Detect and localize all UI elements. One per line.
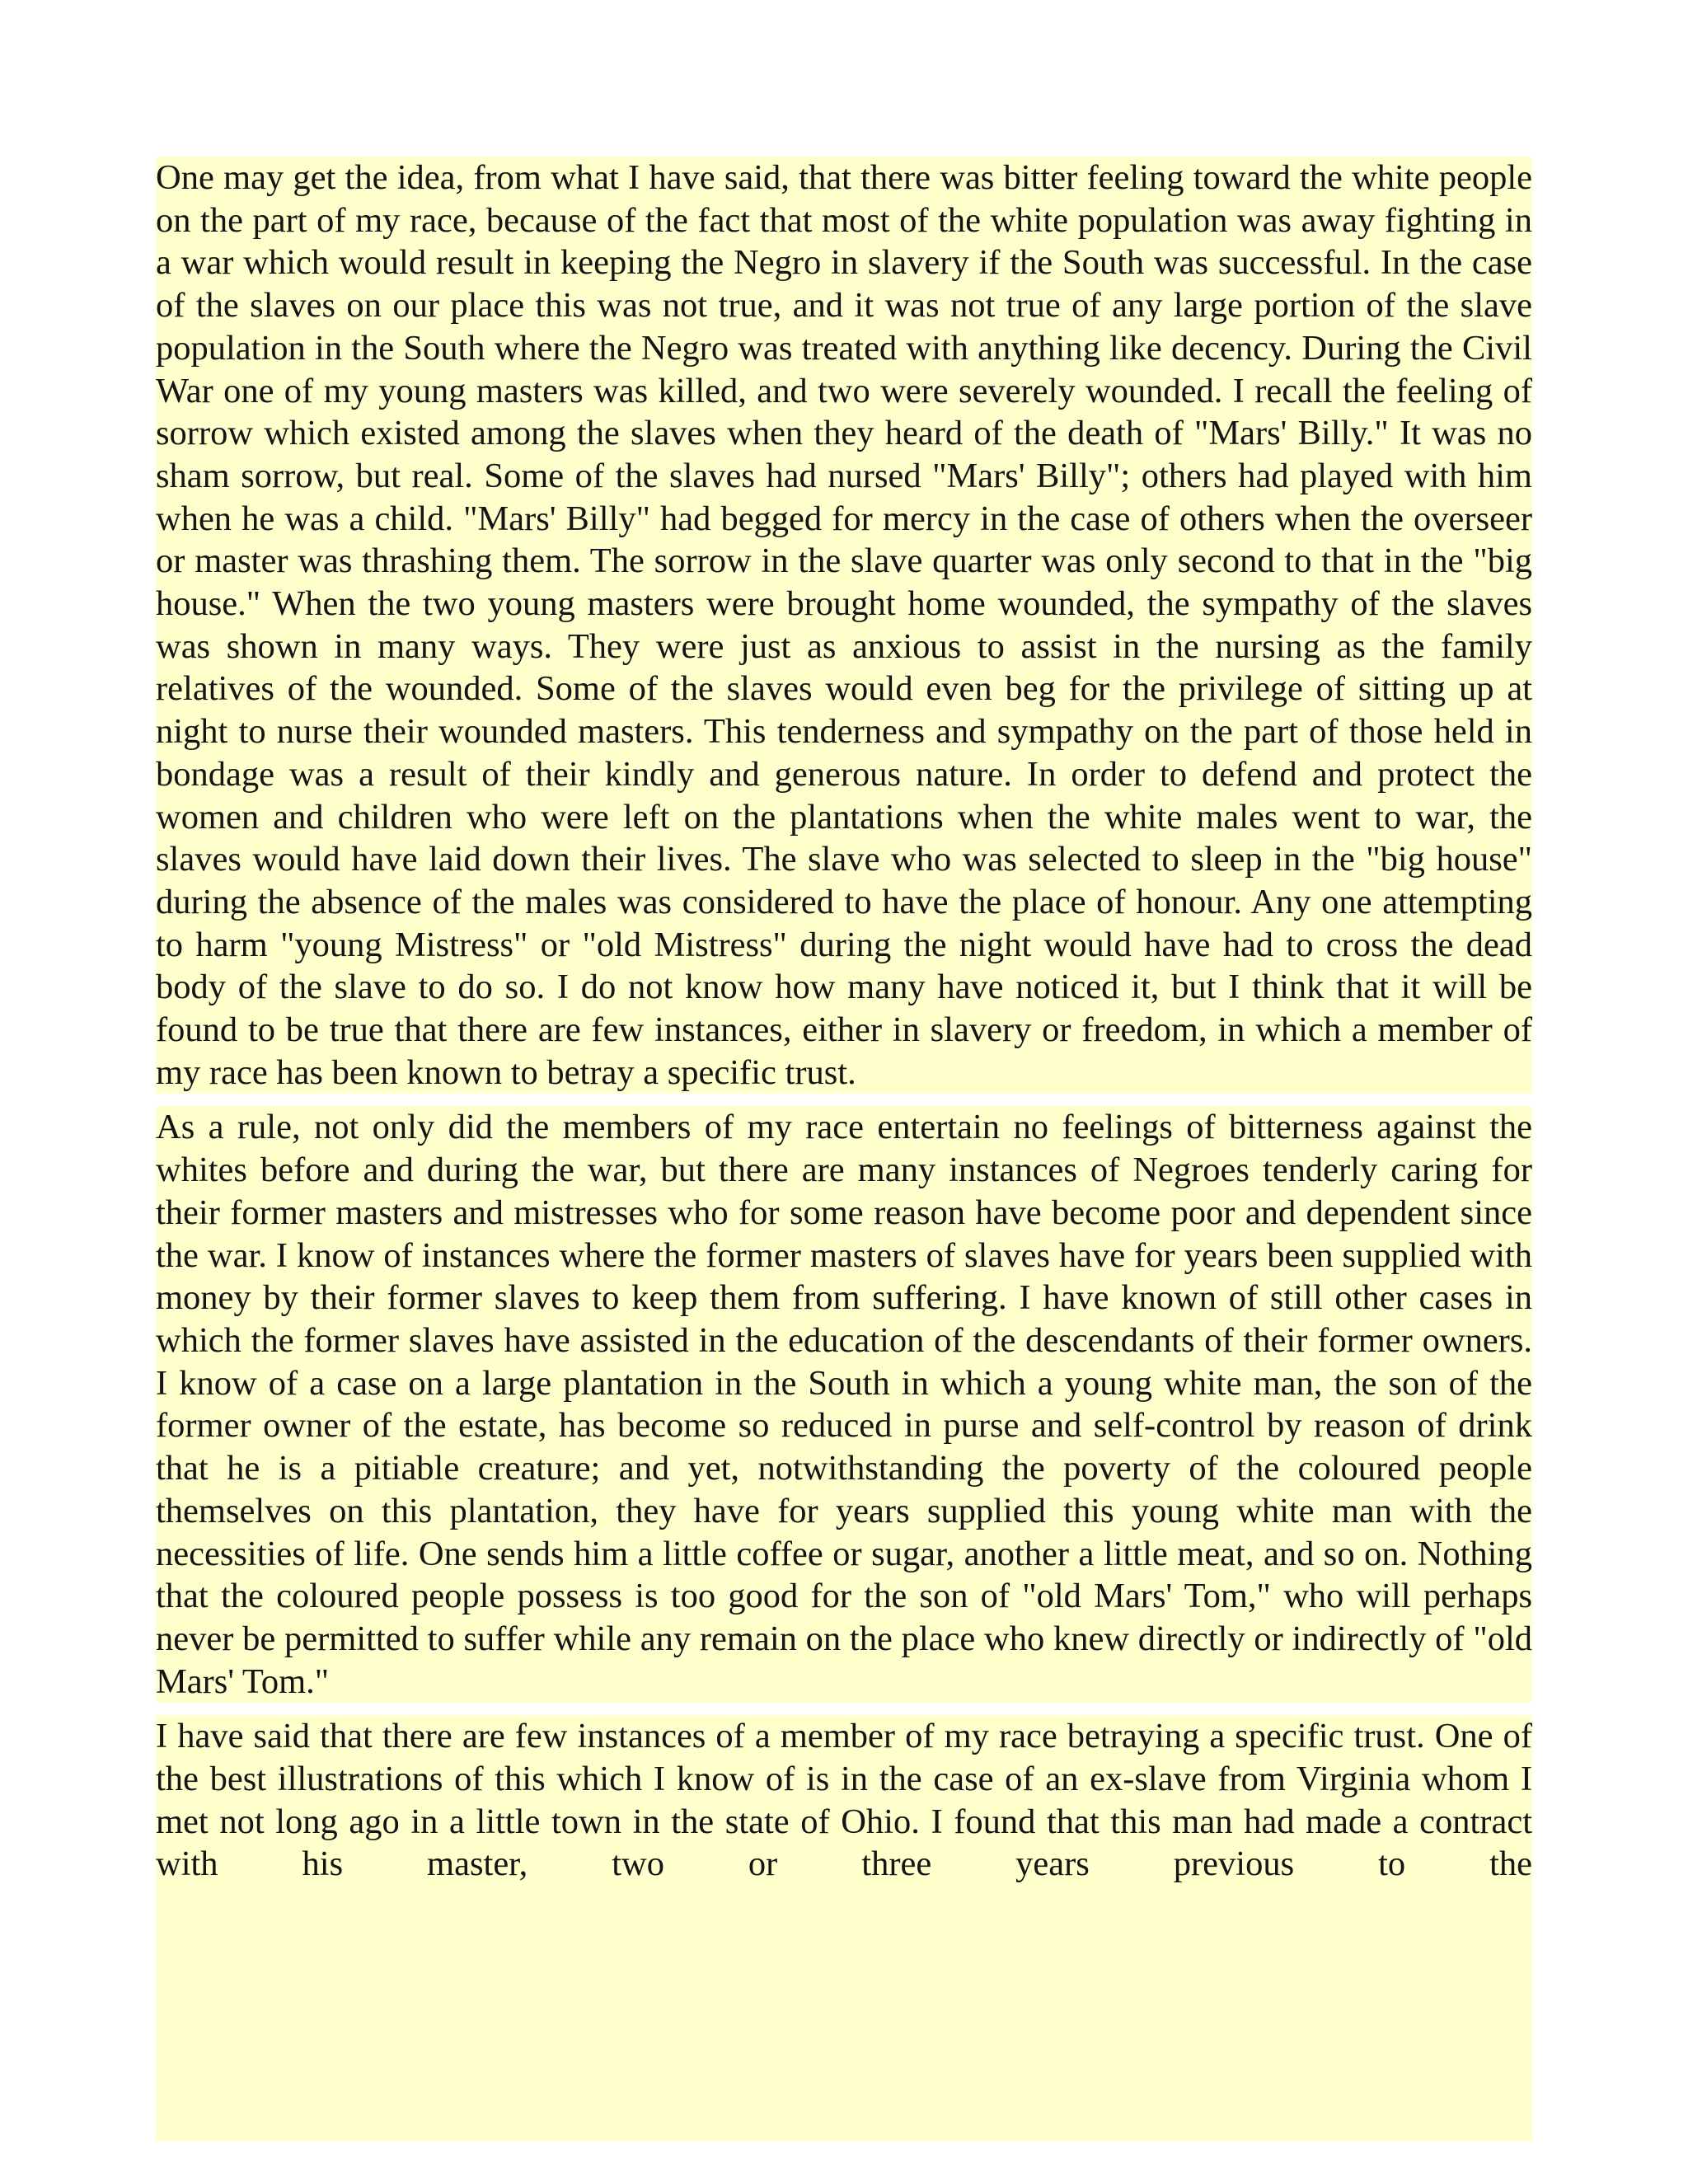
- paragraph-2: As a rule, not only did the members of my race entertain no feelings of bitterness against the whites before and during the war, but there are many instances of Negroes tenderly caring for their former masters and mistresses who for some reason have become poor and dependent since the war. I know of instances where the former masters of slaves have for years been supplied with money by their former slaves to keep them from suffering. I have known of still other cases in which the former slaves have assisted in the education of the descendants of their former owners. I know of a case on a large plantation in the South in which a young white man, the son of the former owner of the estate, has become so reduced in purse and self-control by reason of drink that he is a pitiable creature; and yet, notwithstanding the poverty of the coloured people themselves on this plantation, they have for years supplied this young white man with the necessities of life. One sends him a little coffee or sugar, another a little meat, and so on. Nothing that the coloured people possess is too good for the son of "old Mars' Tom," who will perhaps never be permitted to suffer while any remain on the place who knew directly or indirectly of "old Mars' Tom.": [156, 1106, 1532, 1703]
- paragraph-1: One may get the idea, from what I have said, that there was bitter feeling toward the white people on the part of my race, because of the fact that most of the white population was away fighting in a war which would result in keeping the Negro in slavery if the South was successful. In the case of the slaves on our place this was not true, and it was not true of any large portion of the slave population in the South where the Negro was treated with anything like decency. During the Civil War one of my young masters was killed, and two were severely wounded. I recall the feeling of sorrow which existed among the slaves when they heard of the death of "Mars' Billy." It was no sham sorrow, but real. Some of the slaves had nursed "Mars' Billy"; others had played with him when he was a child. "Mars' Billy" had begged for mercy in the case of others when the overseer or master was thrashing them. The sorrow in the slave quarter was only second to that in the "big house." When the two young masters were brought home wounded, the sympathy of the slaves was shown in many ways. They were just as anxious to assist in the nursing as the family relatives of the wounded. Some of the slaves would even beg for the privilege of sitting up at night to nurse their wounded masters. This tenderness and sympathy on the part of those held in bondage was a result of their kindly and generous nature. In order to defend and protect the women and children who were left on the plantations when the white males went to war, the slaves would have laid down their lives. The slave who was selected to sleep in the "big house" during the absence of the males was considered to have the place of honour. Any one attempting to harm "young Mistress" or "old Mistress" during the night would have had to cross the dead body of the slave to do so. I do not know how many have noticed it, but I think that it will be found to be true that there are few instances, either in slavery or freedom, in which a member of my race has been known to betray a specific trust.: [156, 157, 1532, 1094]
- document-page: [156, 157, 1532, 2154]
- paragraph-3: I have said that there are few instances of a member of my race betraying a specific trust. One of the best illustrations of this which I know of is in the case of an ex-slave from Virginia whom I met not long ago in a little town in the state of Ohio. I found that this man had made a contract with his master, two or three years previous to the: [156, 1715, 1532, 2141]
